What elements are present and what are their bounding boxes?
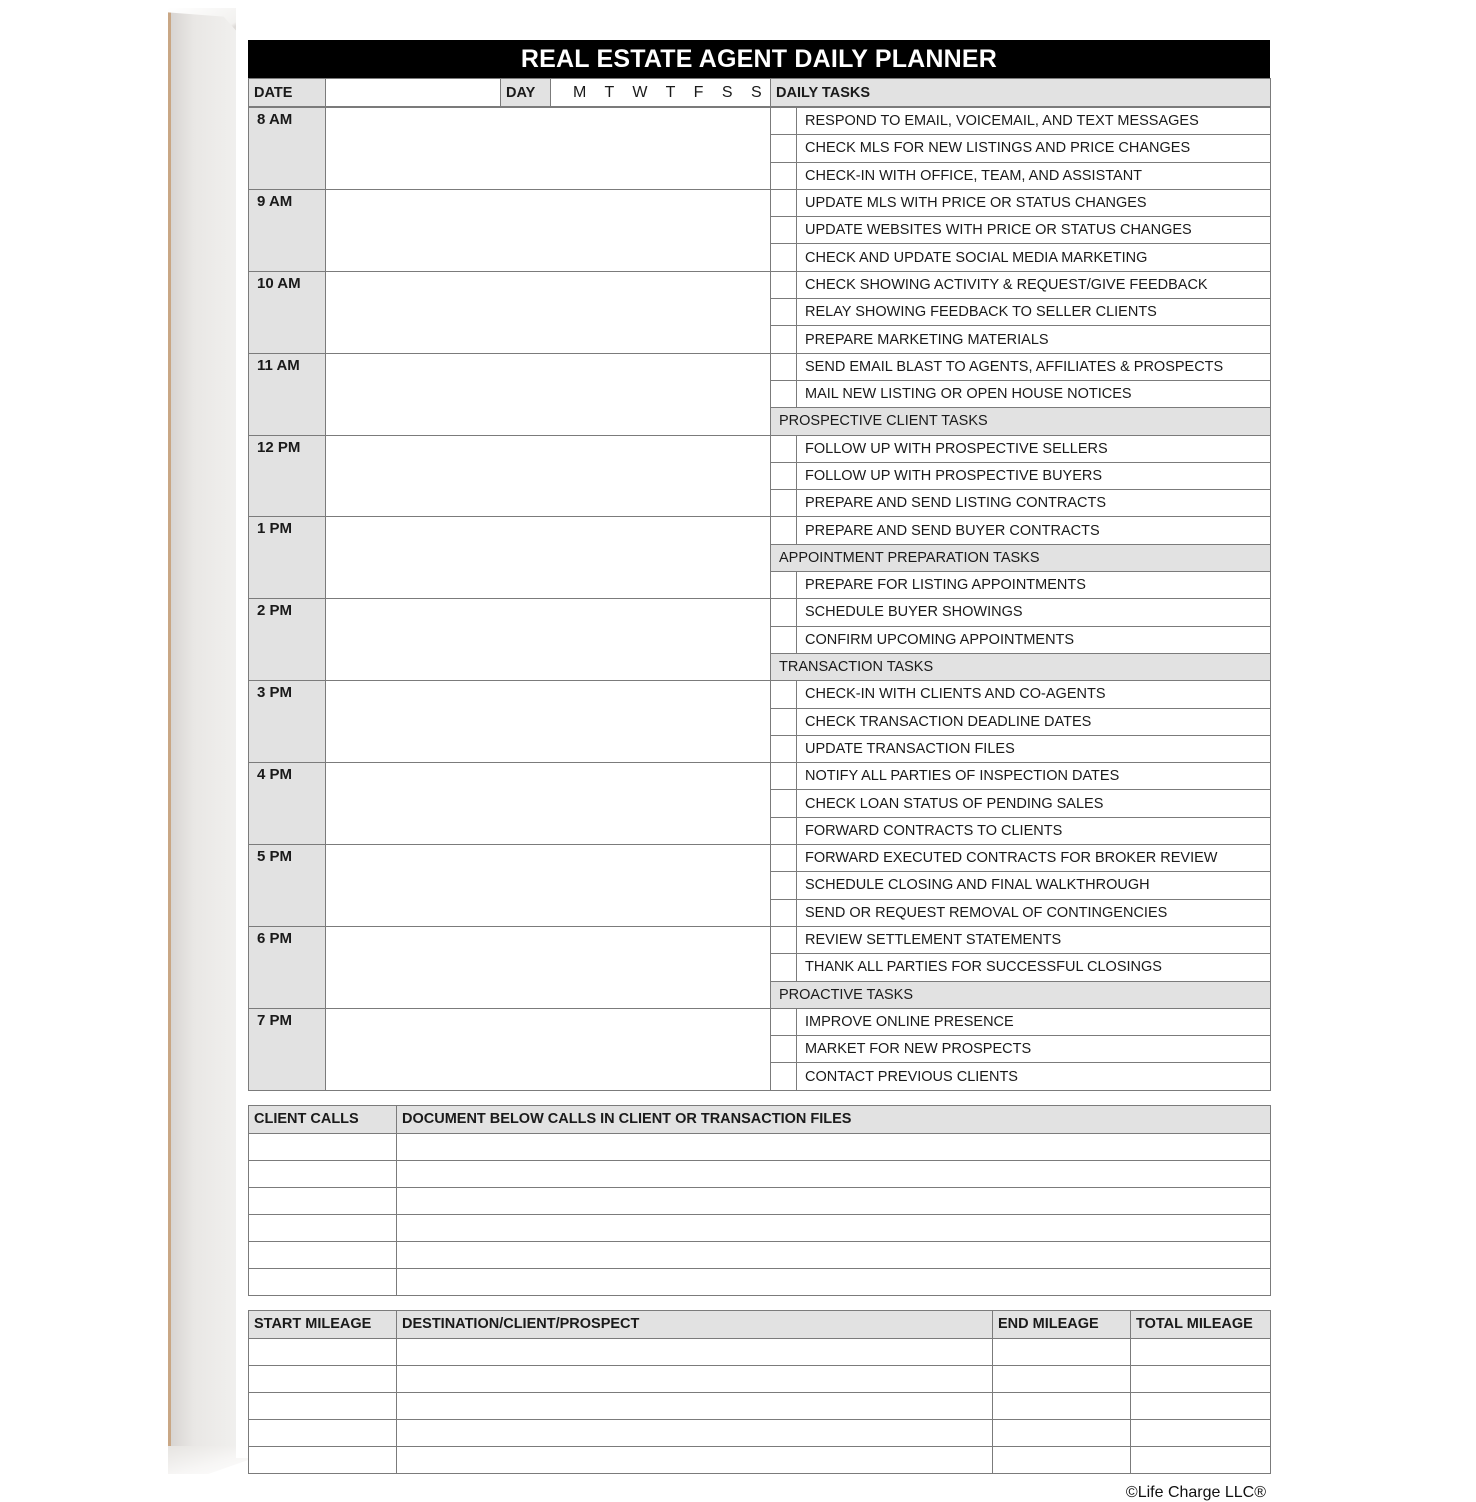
client-call-notes-field[interactable] [397,1214,1271,1241]
end-mileage-field[interactable] [993,1446,1131,1473]
table-row [249,1008,1271,1035]
task-label: CHECK-IN WITH OFFICE, TEAM, AND ASSISTANT [797,162,1271,189]
task-checkbox[interactable] [771,599,797,626]
task-checkbox[interactable] [771,271,797,298]
table-row [249,1160,1271,1187]
table-row [249,108,1271,135]
total-mileage-field[interactable] [1131,1419,1271,1446]
task-checkbox[interactable] [771,572,797,599]
time-slot-label-11-am: 11 AM [249,353,326,435]
table-row [249,1419,1271,1446]
table-row [249,1214,1271,1241]
time-slot-label-9-am: 9 AM [249,189,326,271]
task-checkbox[interactable] [771,626,797,653]
task-checkbox[interactable] [771,954,797,981]
end-mileage-field[interactable] [993,1419,1131,1446]
date-day-header-table [248,78,1271,107]
destination-field[interactable] [397,1392,993,1419]
section-spacer-2 [248,1296,1270,1310]
task-label: CHECK SHOWING ACTIVITY & REQUEST/GIVE FEEDBACK [797,271,1271,298]
table-row [249,79,1271,107]
schedule-entry-field[interactable] [326,845,771,927]
task-label: CHECK-IN WITH CLIENTS AND CO-AGENTS [797,681,1271,708]
schedule-entry-field[interactable] [326,517,771,599]
task-section-header: TRANSACTION TASKS [771,653,1271,680]
mileage-table [248,1310,1271,1474]
task-label: CHECK AND UPDATE SOCIAL MEDIA MARKETING [797,244,1271,271]
daily-tasks-label: DAILY TASKS [771,79,1271,107]
schedule-entry-field[interactable] [326,681,771,763]
day-label: DAY [501,79,551,107]
table-row [249,926,1271,953]
total-mileage-field[interactable] [1131,1446,1271,1473]
page-title: REAL ESTATE AGENT DAILY PLANNER [248,40,1270,78]
task-checkbox[interactable] [771,763,797,790]
task-label: SCHEDULE BUYER SHOWINGS [797,599,1271,626]
date-input[interactable] [326,79,501,107]
task-checkbox[interactable] [771,189,797,216]
total-mileage-header: TOTAL MILEAGE [1131,1310,1271,1338]
end-mileage-header: END MILEAGE [993,1310,1131,1338]
table-row [249,271,1271,298]
table-row [249,353,1271,380]
table-row [249,1105,1271,1133]
task-checkbox[interactable] [771,735,797,762]
table-row [249,1365,1271,1392]
start-mileage-header: START MILEAGE [249,1310,397,1338]
client-call-name-field[interactable] [249,1187,397,1214]
table-row [249,845,1271,872]
task-label: UPDATE TRANSACTION FILES [797,735,1271,762]
task-label: CHECK TRANSACTION DEADLINE DATES [797,708,1271,735]
task-checkbox[interactable] [771,217,797,244]
task-label: SEND EMAIL BLAST TO AGENTS, AFFILIATES & PROSPECTS [797,353,1271,380]
task-label: IMPROVE ONLINE PRESENCE [797,1008,1271,1035]
date-label: DATE [249,79,326,107]
task-label: PREPARE AND SEND BUYER CONTRACTS [797,517,1271,544]
task-checkbox[interactable] [771,490,797,517]
task-label: FOLLOW UP WITH PROSPECTIVE BUYERS [797,462,1271,489]
table-row [249,599,1271,626]
task-label: CHECK MLS FOR NEW LISTINGS AND PRICE CHANGES [797,135,1271,162]
task-label: RELAY SHOWING FEEDBACK TO SELLER CLIENTS [797,299,1271,326]
time-slot-label-3-pm: 3 PM [249,681,326,763]
start-mileage-field[interactable] [249,1338,397,1365]
end-mileage-field[interactable] [993,1338,1131,1365]
client-call-name-field[interactable] [249,1241,397,1268]
day-of-week-initials[interactable]: M T W T F S S [551,79,771,107]
task-checkbox[interactable] [771,108,797,135]
task-checkbox[interactable] [771,708,797,735]
task-checkbox[interactable] [771,817,797,844]
time-slot-label-7-pm: 7 PM [249,1008,326,1090]
total-mileage-field[interactable] [1131,1338,1271,1365]
task-label: SEND OR REQUEST REMOVAL OF CONTINGENCIES [797,899,1271,926]
start-mileage-field[interactable] [249,1392,397,1419]
client-call-notes-field[interactable] [397,1241,1271,1268]
task-label: CONTACT PREVIOUS CLIENTS [797,1063,1271,1090]
task-checkbox[interactable] [771,872,797,899]
schedule-entry-field[interactable] [326,108,771,190]
task-checkbox[interactable] [771,380,797,407]
task-checkbox[interactable] [771,790,797,817]
task-label: MARKET FOR NEW PROSPECTS [797,1036,1271,1063]
task-label: THANK ALL PARTIES FOR SUCCESSFUL CLOSINGS [797,954,1271,981]
planner-sheet [248,40,1270,1502]
schedule-entry-field[interactable] [326,763,771,845]
task-checkbox[interactable] [771,517,797,544]
client-call-notes-field[interactable] [397,1133,1271,1160]
copyright-notice: ©Life Charge LLC® [1125,1483,1266,1501]
task-checkbox[interactable] [771,845,797,872]
start-mileage-field[interactable] [249,1446,397,1473]
destination-field[interactable] [397,1446,993,1473]
schedule-entry-field[interactable] [326,1008,771,1090]
task-label: MAIL NEW LISTING OR OPEN HOUSE NOTICES [797,380,1271,407]
client-calls-instruction: DOCUMENT BELOW CALLS IN CLIENT OR TRANSACTION FILES [397,1105,1271,1133]
task-checkbox[interactable] [771,299,797,326]
table-row [249,1187,1271,1214]
task-label: FOLLOW UP WITH PROSPECTIVE SELLERS [797,435,1271,462]
table-row [249,1133,1271,1160]
table-row [249,517,1271,544]
client-call-name-field[interactable] [249,1214,397,1241]
time-slot-label-4-pm: 4 PM [249,763,326,845]
time-slot-label-5-pm: 5 PM [249,845,326,927]
task-label: CONFIRM UPCOMING APPOINTMENTS [797,626,1271,653]
client-calls-label: CLIENT CALLS [249,1105,397,1133]
task-checkbox[interactable] [771,326,797,353]
table-row [249,1392,1271,1419]
time-slot-label-8-am: 8 AM [249,108,326,190]
schedule-entry-field[interactable] [326,599,771,681]
end-mileage-field[interactable] [993,1365,1131,1392]
task-label: FORWARD EXECUTED CONTRACTS FOR BROKER REVIEW [797,845,1271,872]
task-checkbox[interactable] [771,162,797,189]
schedule-and-task-grid [248,107,1271,1091]
task-checkbox[interactable] [771,926,797,953]
task-label: RESPOND TO EMAIL, VOICEMAIL, AND TEXT MESSAGES [797,108,1271,135]
table-row [249,681,1271,708]
total-mileage-field[interactable] [1131,1365,1271,1392]
table-row [249,435,1271,462]
task-checkbox[interactable] [771,1036,797,1063]
table-row [249,1310,1271,1338]
time-slot-label-12-pm: 12 PM [249,435,326,517]
task-label: PREPARE MARKETING MATERIALS [797,326,1271,353]
task-label: SCHEDULE CLOSING AND FINAL WALKTHROUGH [797,872,1271,899]
schedule-entry-field[interactable] [326,353,771,435]
task-checkbox[interactable] [771,353,797,380]
client-call-name-field[interactable] [249,1133,397,1160]
task-checkbox[interactable] [771,681,797,708]
time-slot-label-6-pm: 6 PM [249,926,326,1008]
table-row [249,1446,1271,1473]
schedule-entry-field[interactable] [326,271,771,353]
table-row [249,1268,1271,1295]
table-row [249,1338,1271,1365]
destination-header: DESTINATION/CLIENT/PROSPECT [397,1310,993,1338]
client-call-notes-field[interactable] [397,1187,1271,1214]
end-mileage-field[interactable] [993,1392,1131,1419]
task-label: CHECK LOAN STATUS OF PENDING SALES [797,790,1271,817]
client-call-name-field[interactable] [249,1268,397,1295]
task-checkbox[interactable] [771,435,797,462]
task-label: REVIEW SETTLEMENT STATEMENTS [797,926,1271,953]
schedule-entry-field[interactable] [326,435,771,517]
section-spacer [248,1091,1270,1105]
task-checkbox[interactable] [771,1008,797,1035]
destination-field[interactable] [397,1419,993,1446]
task-label: UPDATE MLS WITH PRICE OR STATUS CHANGES [797,189,1271,216]
task-checkbox[interactable] [771,244,797,271]
task-checkbox[interactable] [771,135,797,162]
schedule-entry-field[interactable] [326,926,771,1008]
total-mileage-field[interactable] [1131,1392,1271,1419]
task-label: NOTIFY ALL PARTIES OF INSPECTION DATES [797,763,1271,790]
schedule-entry-field[interactable] [326,189,771,271]
client-call-notes-field[interactable] [397,1160,1271,1187]
destination-field[interactable] [397,1365,993,1392]
time-slot-label-1-pm: 1 PM [249,517,326,599]
task-checkbox[interactable] [771,462,797,489]
task-checkbox[interactable] [771,1063,797,1090]
time-slot-label-10-am: 10 AM [249,271,326,353]
table-row [249,189,1271,216]
task-label: UPDATE WEBSITES WITH PRICE OR STATUS CHANGES [797,217,1271,244]
start-mileage-field[interactable] [249,1419,397,1446]
task-section-header: APPOINTMENT PREPARATION TASKS [771,544,1271,571]
task-section-header: PROSPECTIVE CLIENT TASKS [771,408,1271,435]
task-label: FORWARD CONTRACTS TO CLIENTS [797,817,1271,844]
table-row [249,763,1271,790]
task-section-header: PROACTIVE TASKS [771,981,1271,1008]
task-label: PREPARE FOR LISTING APPOINTMENTS [797,572,1271,599]
client-call-notes-field[interactable] [397,1268,1271,1295]
table-row [249,1241,1271,1268]
client-call-name-field[interactable] [249,1160,397,1187]
task-label: PREPARE AND SEND LISTING CONTRACTS [797,490,1271,517]
client-calls-table [248,1105,1271,1296]
time-slot-label-2-pm: 2 PM [249,599,326,681]
task-checkbox[interactable] [771,899,797,926]
destination-field[interactable] [397,1338,993,1365]
start-mileage-field[interactable] [249,1365,397,1392]
